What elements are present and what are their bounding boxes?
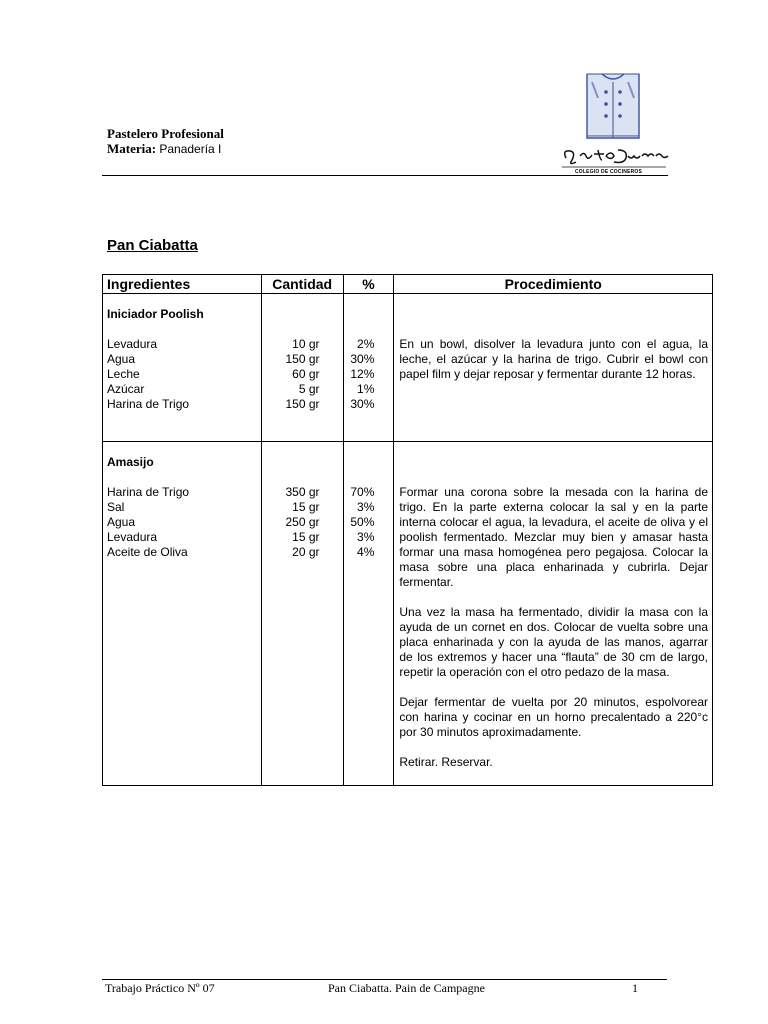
ingredient-quantity: 15 gr bbox=[292, 530, 320, 544]
col-header-procedure: Procedimiento bbox=[394, 275, 713, 294]
procedure-text bbox=[394, 485, 712, 770]
recipe-table bbox=[102, 274, 713, 786]
percent-list bbox=[344, 337, 394, 412]
ingredient-list bbox=[107, 485, 261, 560]
recipe-title: Pan Ciabatta bbox=[107, 237, 198, 254]
ingredient-name: Harina de Trigo bbox=[107, 397, 190, 411]
ingredient-name: Harina de Trigo bbox=[107, 485, 190, 499]
quantity-list bbox=[262, 485, 343, 560]
ingredients-cell bbox=[103, 294, 262, 442]
ingredient-quantity: 150 gr bbox=[285, 397, 320, 411]
procedure-paragraph: Dejar fermentar de vuelta por 20 minutos, espolvorear con harina y cocinar en un horno precalentado a 220°c por 30 minutos aproximadamente. bbox=[399, 695, 708, 739]
section-label: Amasijo bbox=[107, 455, 154, 469]
ingredient-quantity: 60 gr bbox=[292, 367, 320, 381]
procedure-cell bbox=[394, 294, 713, 442]
ingredient-percent: 50% bbox=[350, 515, 375, 529]
ingredient-quantity: 10 gr bbox=[292, 337, 320, 351]
table-row-poolish bbox=[103, 294, 713, 442]
ingredient-name: Levadura bbox=[107, 530, 158, 544]
header-divider bbox=[102, 175, 668, 176]
percent-list bbox=[344, 485, 394, 560]
ingredient-percent: 4% bbox=[357, 545, 375, 559]
subject-line bbox=[107, 141, 224, 157]
procedure-paragraph: En un bowl, disolver la levadura junto con el agua, la leche, el azúcar y la harina de trigo. Cubrir el bowl con papel film y dejar reposar y fermentar durante 12 horas. bbox=[399, 337, 708, 381]
table-row-amasijo bbox=[103, 442, 713, 786]
school-logo bbox=[558, 72, 670, 178]
ingredient-name: Sal bbox=[107, 500, 125, 514]
subject-label: Materia: bbox=[107, 141, 157, 156]
ingredient-name: Azúcar bbox=[107, 382, 145, 396]
ingredient-quantity: 20 gr bbox=[292, 545, 320, 559]
ingredient-percent: 3% bbox=[357, 500, 375, 514]
ingredient-quantity: 150 gr bbox=[285, 352, 320, 366]
ingredient-percent: 2% bbox=[357, 337, 375, 351]
procedure-cell bbox=[394, 442, 713, 786]
col-header-ingredients: Ingredientes bbox=[103, 275, 262, 294]
footer-divider bbox=[102, 979, 667, 980]
quantity-cell bbox=[261, 442, 343, 786]
table-header-row bbox=[103, 275, 713, 294]
procedure-text bbox=[394, 337, 712, 382]
ingredient-percent: 1% bbox=[357, 382, 375, 396]
footer-center: Pan Ciabatta. Pain de Campagne bbox=[328, 981, 485, 995]
ingredient-name: Agua bbox=[107, 515, 136, 529]
document-header bbox=[107, 126, 224, 157]
col-header-percent: % bbox=[343, 275, 394, 294]
procedure-paragraph: Formar una corona sobre la mesada con la harina de trigo. En la parte externa colocar la sal y en la parte interna colocar el agua, la levadura, el aceite de oliva y el poolish fermentado. Mezclar muy bien y amasar hasta formar una masa homogénea pero pegajosa. Colocar la masa sobre una placa enharinada y cubrirla. Dejar fermentar. bbox=[399, 485, 708, 589]
procedure-paragraph: Retirar. Reservar. bbox=[399, 755, 493, 769]
quantity-cell bbox=[261, 294, 343, 442]
ingredient-name: Leche bbox=[107, 367, 140, 381]
ingredient-name: Agua bbox=[107, 352, 136, 366]
col-header-quantity: Cantidad bbox=[261, 275, 343, 294]
quantity-list bbox=[262, 337, 343, 412]
ingredient-quantity: 250 gr bbox=[285, 515, 320, 529]
ingredient-quantity: 5 gr bbox=[298, 382, 320, 396]
ingredient-name: Aceite de Oliva bbox=[107, 545, 188, 559]
percent-cell bbox=[343, 442, 394, 786]
signature-graphic bbox=[562, 150, 668, 167]
ingredient-percent: 3% bbox=[357, 530, 375, 544]
section-label: Iniciador Poolish bbox=[107, 307, 204, 321]
ingredient-list bbox=[107, 337, 261, 412]
footer-page-number: 1 bbox=[632, 981, 638, 995]
ingredient-name: Levadura bbox=[107, 337, 158, 351]
ingredient-percent: 30% bbox=[350, 397, 375, 411]
ingredient-quantity: 350 gr bbox=[285, 485, 320, 499]
subject-value: Panadería I bbox=[159, 142, 222, 156]
ingredient-quantity: 15 gr bbox=[292, 500, 320, 514]
chef-jacket-icon bbox=[587, 74, 639, 138]
course-name: Pastelero Profesional bbox=[107, 126, 224, 141]
percent-cell bbox=[343, 294, 394, 442]
ingredient-percent: 30% bbox=[350, 352, 375, 366]
procedure-paragraph: Una vez la masa ha fermentado, dividir la masa con la ayuda de un cornet en dos. Colocar de vuelta sobre una placa enharinada y con la ayuda de las manos, agarrar de los extremos y hacer una “flauta” de 30 cm de largo, repetir la operación con el otro pedazo de la masa. bbox=[399, 605, 708, 679]
ingredient-percent: 12% bbox=[350, 367, 375, 381]
ingredients-cell bbox=[103, 442, 262, 786]
footer-left: Trabajo Práctico Nº 07 bbox=[105, 981, 215, 995]
logo-caption: COLEGIO DE COCINEROS bbox=[575, 169, 643, 175]
ingredient-percent: 70% bbox=[350, 485, 375, 499]
